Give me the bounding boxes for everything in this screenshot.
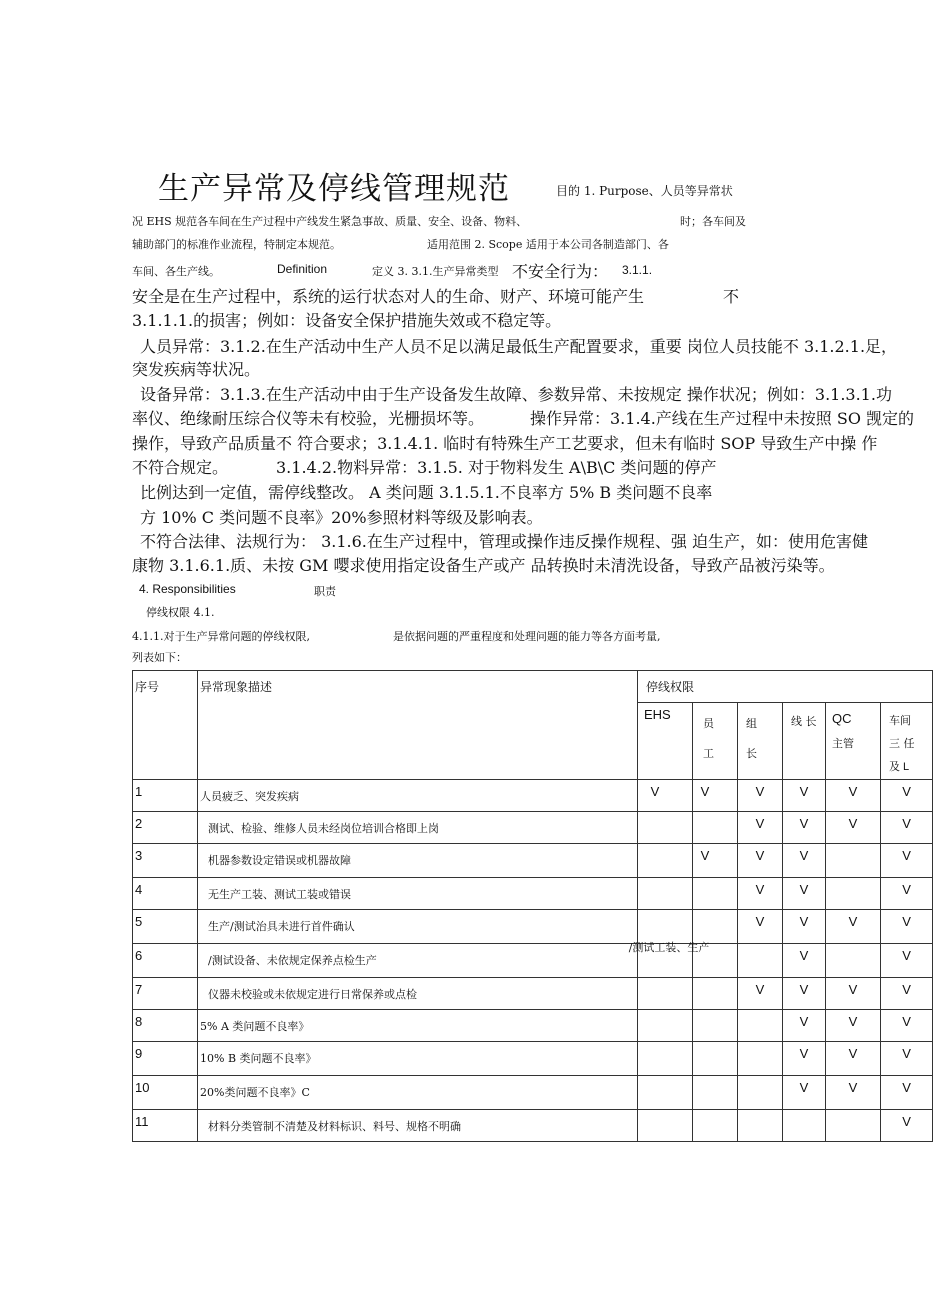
paragraph: 3.1.4.2.物料异常：3.1.5. 对于物料发生 A\B\C 类问题的停产 [276, 458, 717, 477]
mark-yg [693, 978, 738, 1010]
mark-cj: V [881, 1010, 933, 1042]
mark-cj: V [881, 844, 933, 878]
paragraph: 方 10% C 类问题不良率》20%参照材料等级及影响表。 [140, 508, 543, 527]
paragraph: 人员异常：3.1.2.在生产活动中生产人员不足以满足最低生产配置要求，重要 岗位人员技能不 3.1.2.1.足， [140, 337, 898, 356]
mark-qc [826, 944, 881, 978]
mark-qc: V [826, 780, 881, 812]
row-no: 3 [133, 844, 198, 878]
role-team-leader: 组 长 [738, 703, 783, 780]
row-desc: 10% B 类问题不良率》 [198, 1042, 638, 1076]
mark-qc [826, 844, 881, 878]
mark-zz [738, 1110, 783, 1142]
definition-heading: Definition [277, 262, 328, 276]
mark-cj: V [881, 978, 933, 1010]
purpose-text: 目的 1. Purpose、人员等异常状 [556, 184, 733, 198]
mark-qc [826, 878, 881, 910]
row-no: 10 [133, 1076, 198, 1110]
role-line-leader: 线 长 [783, 703, 826, 780]
paragraph: 不符合法律、法规行为： 3.1.6.在生产过程中，管理或操作违反操作规程、强 迫生产，如：使用危害健 [140, 532, 868, 551]
row-desc: 5% A 类问题不良率》 [198, 1010, 638, 1042]
table-row [133, 944, 933, 978]
mark-cj: V [881, 1042, 933, 1076]
mark-zz [738, 944, 783, 978]
header-no: 序号 [133, 671, 198, 780]
table-row [133, 1110, 933, 1142]
paragraph: 设备异常：3.1.3.在生产活动中由于生产设备发生故障、参数异常、未按规定 操作状况；例如：3.1.3.1.功 [140, 385, 892, 404]
table-row [133, 978, 933, 1010]
table-row [133, 1042, 933, 1076]
header-authority: 停线权限 [638, 671, 933, 703]
role-worker: 员 工 [693, 703, 738, 780]
mark-cj: V [881, 1076, 933, 1110]
body-line: 是依据问题的严重程度和处理问题的能力等各方面考量, [393, 630, 661, 643]
paragraph: 不 [723, 287, 740, 306]
mark-yg [693, 1010, 738, 1042]
table-row [133, 780, 933, 812]
mark-cj: V [881, 910, 933, 944]
responsibilities-heading: 4. Responsibilities [139, 582, 236, 596]
mark-yg [693, 1042, 738, 1076]
table-row [133, 1010, 933, 1042]
body-line: 4.1.1.对于生产异常问题的停线权限, [132, 630, 310, 643]
mark-zz [738, 1042, 783, 1076]
role-workshop: 车间 三 任 及 L [881, 703, 933, 780]
row-desc: 材料分类管制不清楚及材料标识、料号、规格不明确 [198, 1110, 638, 1142]
mark-zz [738, 1010, 783, 1042]
mark-xz: V [783, 944, 826, 978]
table-row [133, 844, 933, 878]
mark-qc: V [826, 812, 881, 844]
mark-xz: V [783, 1076, 826, 1110]
mark-ehs [638, 1042, 693, 1076]
mark-zz: V [738, 910, 783, 944]
mark-cj: V [881, 944, 933, 978]
mark-ehs: V [638, 780, 693, 812]
mark-zz: V [738, 844, 783, 878]
row-desc: 测试、检验、维修人员未经岗位培训合格即上岗 [198, 812, 638, 844]
mark-ehs [638, 978, 693, 1010]
mark-yg: V [693, 780, 738, 812]
paragraph: 率仪、绝缘耐压综合仪等未有校验，光栅损坏等。 [132, 409, 485, 428]
mark-ehs [638, 812, 693, 844]
row-no: 5 [133, 910, 198, 944]
mark-xz: V [783, 1010, 826, 1042]
paragraph: 突发疾病等状况。 [132, 360, 261, 379]
row-desc: 无生产工装、测试工装或错误 [198, 878, 638, 910]
responsibilities-label: 职责 [314, 585, 336, 598]
mark-qc [826, 1110, 881, 1142]
mark-qc: V [826, 910, 881, 944]
row-no: 8 [133, 1010, 198, 1042]
mark-xz: V [783, 844, 826, 878]
table-row [133, 910, 933, 944]
table-header-row [133, 671, 933, 703]
table-row [133, 812, 933, 844]
mark-ehs [638, 1076, 693, 1110]
paragraph: 康物 3.1.6.1.质、未按 GM 嘤求使用指定设备生产或产 品转换时未清洗设备，导致产品被污染等。 [132, 556, 835, 575]
stop-authority-heading: 停线权限 4.1. [146, 606, 215, 619]
mark-yg [693, 1076, 738, 1110]
mark-qc: V [826, 1010, 881, 1042]
page-title: 生产异常及停线管理规范 [158, 171, 510, 207]
body-line: 车间、各生产线。 [132, 265, 220, 278]
row-desc: /测试设备、未依规定保养点检生产/测试工装、生产 [198, 944, 638, 978]
mark-xz: V [783, 878, 826, 910]
paragraph: 比例达到一定值，需停线整改。 A 类问题 3.1.5.1.不良率方 5% B 类问题不良率 [140, 483, 713, 502]
mark-zz [738, 1076, 783, 1110]
table-row [133, 878, 933, 910]
mark-ehs [638, 878, 693, 910]
paragraph: 不符合规定。 [132, 458, 229, 477]
unsafe-behavior-label: 不安全行为： [512, 262, 609, 281]
row-no: 2 [133, 812, 198, 844]
mark-xz: V [783, 1042, 826, 1076]
row-no: 4 [133, 878, 198, 910]
row-no: 6 [133, 944, 198, 978]
row-desc: 仪器未校验或未依规定进行日常保养或点检 [198, 978, 638, 1010]
mark-yg: V [693, 844, 738, 878]
row-no: 7 [133, 978, 198, 1010]
mark-zz: V [738, 780, 783, 812]
mark-ehs [638, 1110, 693, 1142]
mark-qc: V [826, 978, 881, 1010]
row-desc: 机器参数设定错误或机器故障 [198, 844, 638, 878]
scope-text: 适用范围 2. Scope 适用于本公司各制造部门、各 [427, 238, 669, 251]
body-line: 列表如下： [132, 651, 187, 664]
mark-xz: V [783, 780, 826, 812]
mark-cj: V [881, 780, 933, 812]
mark-xz: V [783, 812, 826, 844]
paragraph: 操作异常：3.1.4.产线在生产过程中未按照 SO 觊定的 [530, 409, 915, 428]
mark-cj: V [881, 878, 933, 910]
mark-ehs [638, 1010, 693, 1042]
section-number: 3.1.1. [622, 263, 653, 277]
mark-xz: V [783, 910, 826, 944]
role-qc-supervisor: QC 主管 [826, 703, 881, 780]
mark-yg [693, 878, 738, 910]
mark-zz: V [738, 878, 783, 910]
row-no: 1 [133, 780, 198, 812]
definition-text: 定义 3. 3.1.生产异常类型 [372, 265, 499, 278]
paragraph: 3.1.1.1.的损害；例如：设备安全保护措施失效或不稳定等。 [132, 311, 562, 330]
mark-xz [783, 1110, 826, 1142]
row-desc: 20%类问题不良率》C [198, 1076, 638, 1110]
paragraph: 安全是在生产过程中，系统的运行状态对人的生命、财产、环境可能产生 [132, 287, 645, 306]
stop-authority-table [132, 670, 933, 1142]
mark-zz: V [738, 978, 783, 1010]
paragraph: 操作，导致产品质量不 符合要求；3.1.4.1. 临时有特殊生产工艺要求，但未有临时 SOP 导致生产中操 作 [132, 434, 878, 453]
mark-cj: V [881, 812, 933, 844]
body-line: 时；各车间及 [680, 215, 746, 228]
header-desc: 异常现象描述 [198, 671, 638, 780]
mark-cj: V [881, 1110, 933, 1142]
body-line: 辅助部门的标准作业流程，特制定本规范。 [132, 238, 341, 251]
role-ehs: EHS [638, 703, 693, 780]
mark-qc: V [826, 1076, 881, 1110]
body-line: 况 EHS 规范各车间在生产过程中产线发生紧急事故、质量、安全、设备、物料、 [132, 215, 528, 228]
mark-yg [693, 812, 738, 844]
row-desc: 生产/测试治具未进行首件确认 [198, 910, 638, 944]
mark-xz: V [783, 978, 826, 1010]
row-no: 11 [133, 1110, 198, 1142]
mark-yg [693, 1110, 738, 1142]
row-no: 9 [133, 1042, 198, 1076]
mark-zz: V [738, 812, 783, 844]
table-row [133, 1076, 933, 1110]
row-desc: 人员疲乏、突发疾病 [198, 780, 638, 812]
mark-qc: V [826, 1042, 881, 1076]
